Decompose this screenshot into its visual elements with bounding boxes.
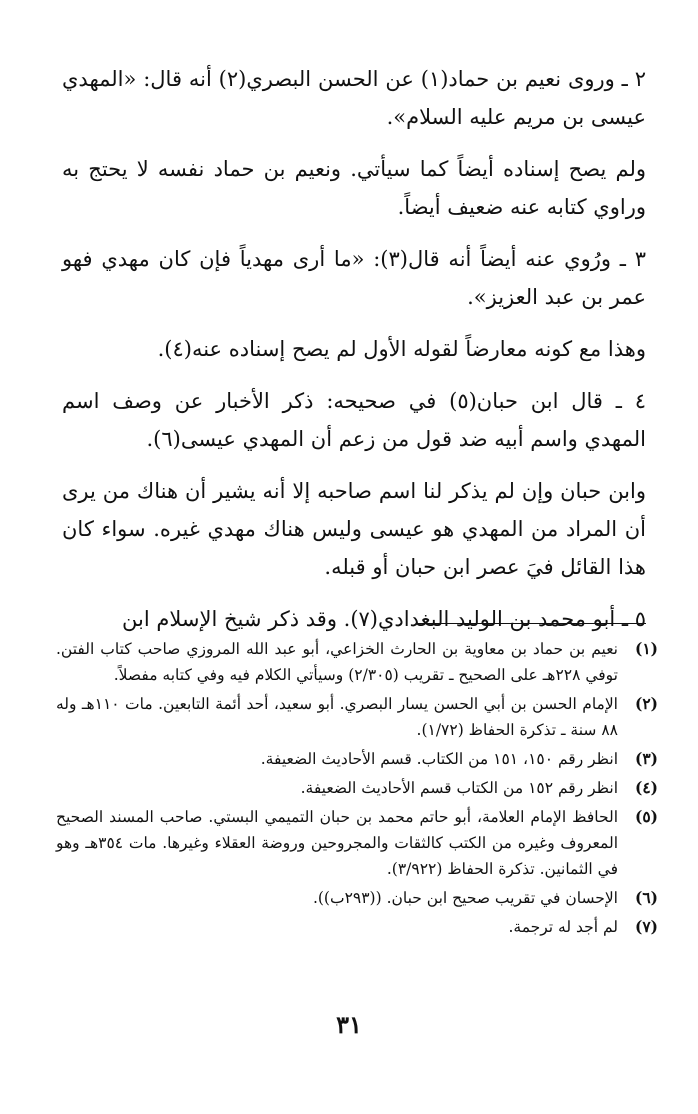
paragraph-3: ٣ ـ ورُوي عنه أيضاً أنه قال(٣): «ما أرى مهدياً فإن كان مهدي فهو عمر بن عبد العزيز».: [62, 247, 646, 309]
paragraph-4-comment: وابن حبان وإن لم يذكر لنا اسم صاحبه إلا أنه يشير أن هناك من يرى أن المراد من المهدي هو عيسى وليس هناك مهدي غيره. سواء كان هذا القائل فيَ عصر ابن حبان أو قبله.: [62, 479, 646, 579]
footnote-mark: (٤): [634, 778, 658, 797]
page-number: ٣١: [336, 1010, 362, 1039]
footnote-text: الحافظ الإمام العلامة، أبو حاتم محمد بن حبان التميمي البستي. صاحب المسند الصحيح المعروف وغيره من الكتب كالثقات والمجروحين وروضة العقلاء وغيرها. مات ٣٥٤هـ وهو في الثمانين. تذكرة الحفاظ (٣/٩٢٢).: [56, 808, 618, 878]
paragraph-2: ٢ ـ وروى نعيم بن حماد(١) عن الحسن البصري(٢) أنه قال: «المهدي عيسى بن مريم عليه السلام».: [62, 67, 646, 129]
footnote-2: [56, 691, 658, 743]
footnote-text: نعيم بن حماد بن معاوية بن الحارث الخزاعي، أبو عبد الله المروزي صاحب كتاب الفتن. توفي ٢٢٨هـ على الصحيح ـ تقريب (٢/٣٠٥) وسيأتي الكلام فيه وفي كتابه مفصلاً.: [56, 640, 618, 684]
footnote-mark: (٣): [634, 749, 658, 768]
footnote-3: [56, 746, 658, 772]
paragraph-5: ٥ ـ أبو محمد بن الوليد البغدادي(٧). وقد ذكر شيخ الإسلام ابن: [122, 607, 646, 631]
paragraph-4: ٤ ـ قال ابن حبان(٥) في صحيحه: ذكر الأخبار عن وصف اسم المهدي واسم أبيه ضد قول من زعم أن المهدي عيسى(٦).: [62, 389, 646, 451]
footnote-text: الإمام الحسن بن أبي الحسن يسار البصري. أبو سعيد، أحد أئمة التابعين. مات ١١٠هـ وله ٨٨ سنة ـ تذكرة الحفاظ (١/٧٢).: [56, 695, 618, 739]
footnote-mark: (٧): [634, 917, 658, 936]
footnote-5: [56, 804, 658, 882]
paragraph-3-comment: وهذا مع كونه معارضاً لقوله الأول لم يصح إسناده عنه(٤).: [157, 337, 646, 361]
footnote-mark: (٥): [634, 807, 658, 826]
footnote-text: الإحسان في تقريب صحيح ابن حبان. ((٢٩٣ب)).: [312, 889, 618, 907]
paragraph-2-comment: ولم يصح إسناده أيضاً كما سيأتي. ونعيم بن حماد نفسه لا يحتج به وراوي كتابه عنه ضعيف أيضاً.: [62, 157, 646, 219]
footnote-mark: (٢): [634, 694, 658, 713]
footnote-mark: (١): [634, 639, 658, 658]
footnote-7: [56, 914, 658, 940]
footnote-6: [56, 885, 658, 911]
footnote-1: [56, 636, 658, 688]
footnote-text: انظر رقم ١٥٠، ١٥١ من الكتاب. قسم الأحاديث الضعيفة.: [260, 750, 618, 768]
footnote-mark: (٦): [634, 888, 658, 907]
footnote-text: انظر رقم ١٥٢ من الكتاب قسم الأحاديث الضعيفة.: [300, 779, 618, 797]
main-text: [62, 60, 646, 652]
footnote-divider: [416, 623, 646, 624]
footnote-text: لم أجد له ترجمة.: [508, 918, 618, 936]
footnote-4: [56, 775, 658, 801]
footnotes: [56, 636, 658, 943]
